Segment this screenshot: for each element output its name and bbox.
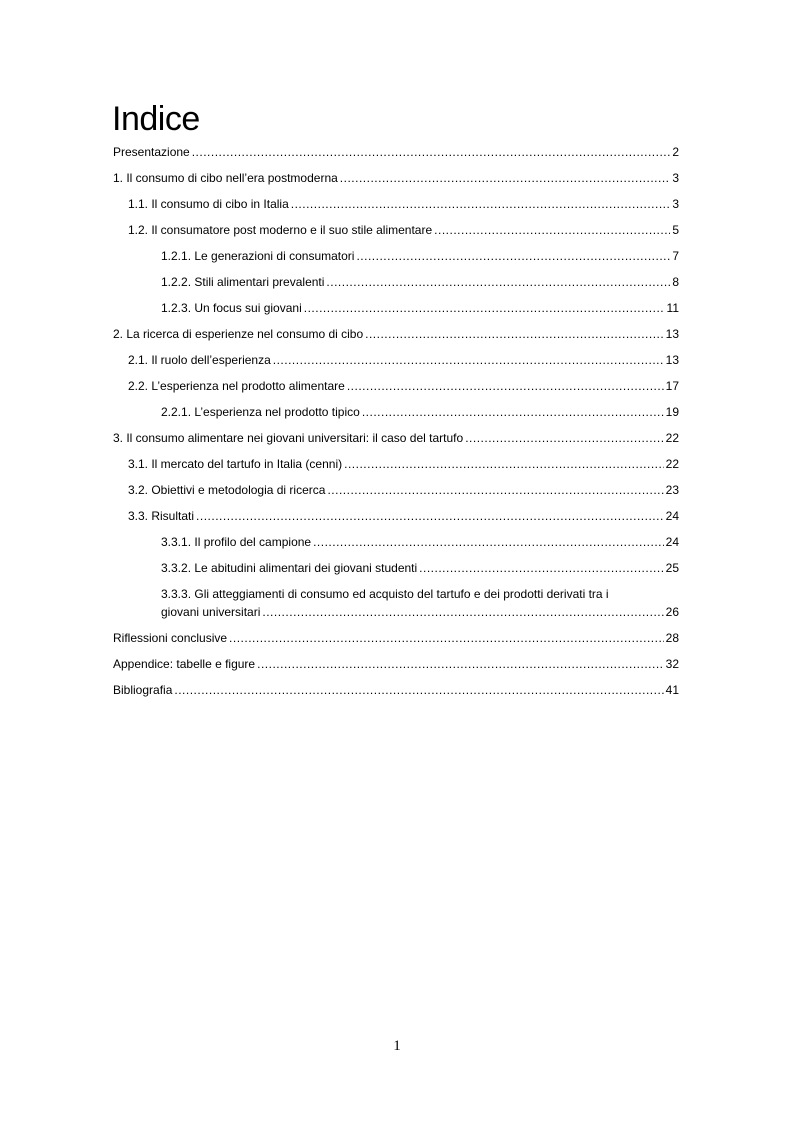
toc-entry-label: 1.2.3. Un focus sui giovani	[161, 301, 302, 315]
toc-entry-page: 23	[665, 483, 679, 497]
toc-entry-label: 1.2.2. Stili alimentari prevalenti	[161, 275, 325, 289]
toc-entry-label: 2.1. Il ruolo dell’esperienza	[128, 353, 271, 367]
toc-entry-label: 1.1. Il consumo di cibo in Italia	[128, 197, 289, 211]
toc-entry-section-2-1[interactable]	[113, 347, 679, 373]
toc-entry-section-3-1[interactable]	[113, 451, 679, 477]
toc-entry-page: 3	[672, 197, 679, 211]
toc-entry-page: 26	[665, 605, 679, 619]
dot-leader	[347, 377, 664, 395]
toc-entry-section-3-3-1[interactable]	[113, 529, 679, 555]
toc-entry-section-2-2-1[interactable]	[113, 399, 679, 425]
toc-entry-label: 3.1. Il mercato del tartufo in Italia (cenni)	[128, 457, 343, 471]
dot-leader	[257, 655, 664, 673]
toc-entry-page: 25	[665, 561, 679, 575]
toc-entry-page: 13	[665, 353, 679, 367]
toc-entry-section-1-2-3[interactable]	[113, 295, 679, 321]
toc-entry-label: 1.2.1. Le generazioni di consumatori	[161, 249, 355, 263]
dot-leader	[262, 603, 663, 621]
toc-entry-page: 7	[672, 249, 679, 263]
toc-entry-label: 2.2. L’esperienza nel prodotto alimentare	[128, 379, 345, 393]
toc-entry-section-2-2[interactable]	[113, 373, 679, 399]
toc-entry-section-1-2-1[interactable]	[113, 243, 679, 269]
dot-leader	[313, 533, 664, 551]
toc-entry-label-line-2: giovani universitari	[161, 605, 261, 619]
dot-leader	[304, 299, 665, 317]
toc-entry-presentazione[interactable]	[113, 139, 679, 165]
dot-leader	[434, 221, 670, 239]
toc-entry-page: 11	[666, 301, 679, 315]
toc-entry-label: 3.2. Obiettivi e metodologia di ricerca	[128, 483, 326, 497]
dot-leader	[327, 481, 663, 499]
table-of-contents	[113, 139, 679, 703]
toc-entry-page: 24	[665, 535, 679, 549]
toc-entry-page: 3	[672, 171, 679, 185]
toc-entry-page: 19	[665, 405, 679, 419]
toc-entry-label: Appendice: tabelle e figure	[113, 657, 256, 671]
toc-entry-label: 3.3.1. Il profilo del campione	[161, 535, 312, 549]
toc-entry-page: 22	[665, 431, 679, 445]
toc-entry-section-3-3-3[interactable]	[113, 581, 679, 625]
toc-entry-page: 28	[665, 631, 679, 645]
toc-entry-label: 3. Il consumo alimentare nei giovani universitari: il caso del tartufo	[113, 431, 464, 445]
dot-leader	[192, 143, 671, 161]
dot-leader	[419, 559, 663, 577]
toc-entry-label: 3.3.2. Le abitudini alimentari dei giovani studenti	[161, 561, 418, 575]
dot-leader	[362, 403, 664, 421]
toc-entry-section-3-2[interactable]	[113, 477, 679, 503]
toc-entry-label: 2. La ricerca di esperienze nel consumo di cibo	[113, 327, 364, 341]
toc-entry-bibliografia[interactable]	[113, 677, 679, 703]
toc-entry-page: 41	[665, 683, 679, 697]
dot-leader	[344, 455, 664, 473]
page-title: Indice	[112, 100, 200, 138]
toc-entry-page: 8	[672, 275, 679, 289]
toc-entry-label: 2.2.1. L’esperienza nel prodotto tipico	[161, 405, 360, 419]
toc-entry-page: 17	[665, 379, 679, 393]
toc-entry-chapter-2[interactable]	[113, 321, 679, 347]
toc-entry-page: 32	[665, 657, 679, 671]
dot-leader	[465, 429, 663, 447]
dot-leader	[229, 629, 664, 647]
toc-entry-label: Bibliografia	[113, 683, 173, 697]
toc-entry-page: 24	[665, 509, 679, 523]
dot-leader	[291, 195, 671, 213]
toc-entry-page: 22	[665, 457, 679, 471]
toc-entry-label: Presentazione	[113, 145, 190, 159]
page-number: 1	[393, 1038, 401, 1054]
dot-leader	[365, 325, 664, 343]
toc-entry-page: 2	[672, 145, 679, 159]
toc-entry-section-3-3-2[interactable]	[113, 555, 679, 581]
toc-entry-label-line-1: 3.3.3. Gli atteggiamenti di consumo ed acquisto del tartufo e dei prodotti derivati tra i	[161, 587, 609, 601]
dot-leader	[273, 351, 664, 369]
toc-entry-page: 13	[665, 327, 679, 341]
toc-entry-chapter-1[interactable]	[113, 165, 679, 191]
toc-entry-label: 3.3. Risultati	[128, 509, 195, 523]
dot-leader	[196, 507, 664, 525]
dot-leader	[356, 247, 670, 265]
toc-entry-section-1-2[interactable]	[113, 217, 679, 243]
dot-leader	[326, 273, 670, 291]
toc-entry-chapter-3[interactable]	[113, 425, 679, 451]
toc-entry-appendice[interactable]	[113, 651, 679, 677]
toc-entry-label: 1. Il consumo di cibo nell’era postmoderna	[113, 171, 338, 185]
dot-leader	[340, 169, 671, 187]
dot-leader	[174, 681, 663, 699]
toc-entry-section-1-2-2[interactable]	[113, 269, 679, 295]
toc-entry-label: Riflessioni conclusive	[113, 631, 228, 645]
toc-entry-page: 5	[672, 223, 679, 237]
toc-entry-riflessioni[interactable]	[113, 625, 679, 651]
toc-entry-section-1-1[interactable]	[113, 191, 679, 217]
toc-entry-label: 1.2. Il consumatore post moderno e il suo stile alimentare	[128, 223, 433, 237]
toc-entry-section-3-3[interactable]	[113, 503, 679, 529]
